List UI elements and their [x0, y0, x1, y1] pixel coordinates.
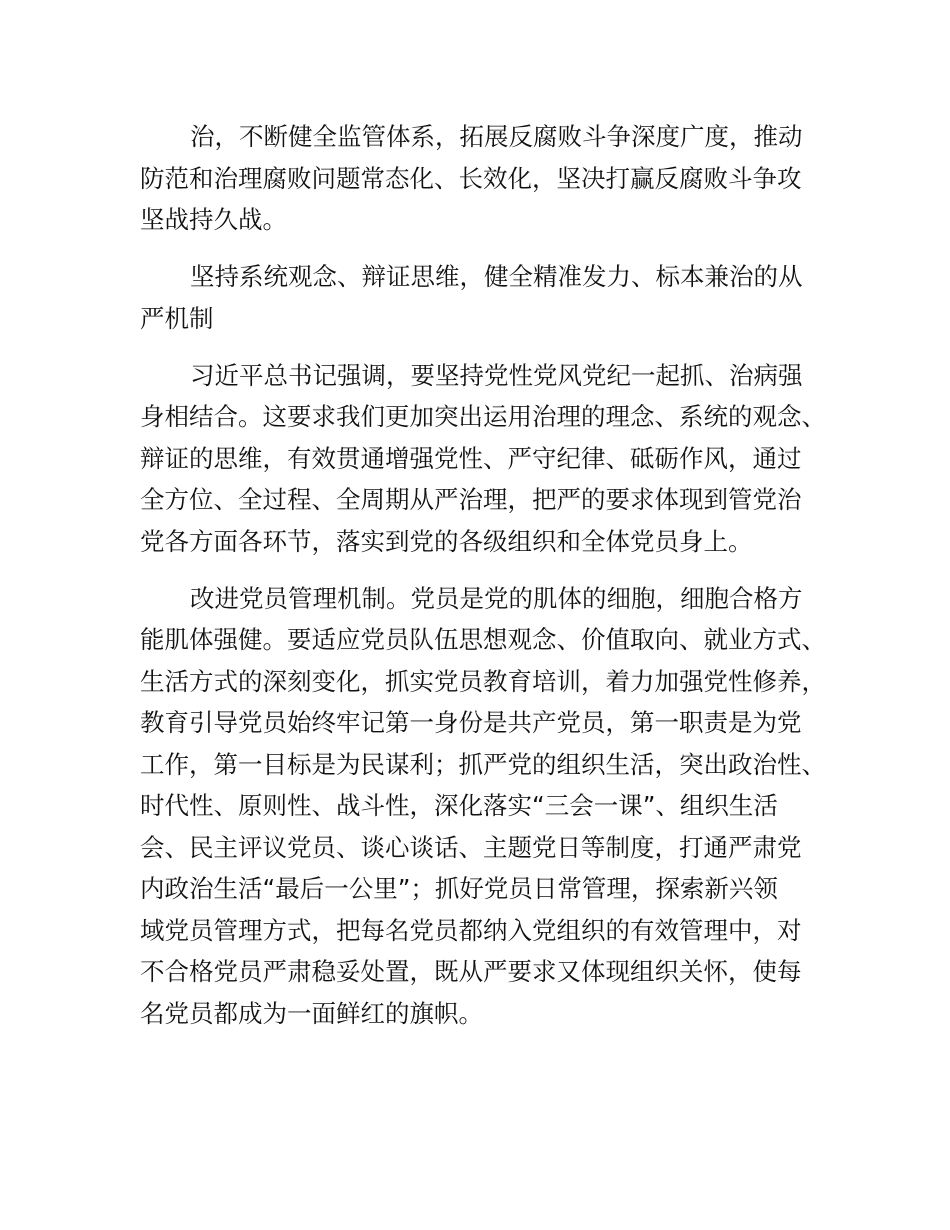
text-line: 名党员都成为一面鲜红的旗帜。	[140, 998, 483, 1028]
text-line: 身相结合。这要求我们更加突出运用治理的理念、系统的观念、	[140, 402, 826, 431]
text-line: 全方位、全过程、全周期从严治理，把严的要求体现到管党治	[140, 485, 802, 514]
text-line: 改进党员管理机制。党员是党的肌体的细胞，细胞合格方	[190, 583, 803, 613]
text-line: 党各方面各环节，落实到党的各级组织和全体党员身上。	[140, 526, 753, 556]
text-line: 防范和治理腐败问题常态化、长效化，坚决打赢反腐败斗争攻	[140, 163, 802, 193]
paragraph	[140, 578, 840, 1035]
text-line: 时代性、原则性、战斗性，深化落实“三会一课”、组织生活	[140, 791, 778, 820]
text-line: 工作，第一目标是为民谋利；抓严党的组织生活，突出政治性、	[140, 749, 826, 779]
text-line: 生活方式的深刻变化，抓实党员教育培训，着力加强党性修养，	[140, 666, 826, 696]
text-line: 治，不断健全监管体系，拓展反腐败斗争深度广度，推动	[190, 122, 803, 151]
paragraph	[140, 355, 840, 563]
text-line: 辩证的思维，有效贯通增强党性、严守纪律、砥砺作风，通过	[140, 443, 802, 473]
text-line: 内政治生活“最后一公里”；抓好党员日常管理，探索新兴领	[140, 874, 778, 903]
text-line: 坚战持久战。	[140, 205, 287, 234]
paragraph	[140, 256, 840, 339]
text-line: 教育引导党员始终牢记第一身份是共产党员，第一职责是为党	[140, 708, 802, 737]
text-line: 坚持系统观念、辩证思维，健全精准发力、标本兼治的从	[190, 262, 803, 291]
text-line: 习近平总书记强调，要坚持党性党风党纪一起抓、治病强	[190, 360, 803, 390]
text-line: 不合格党员严肃稳妥处置，既从严要求又体现组织关怀，使每	[140, 957, 802, 986]
text-line: 域党员管理方式，把每名党员都纳入党组织的有效管理中，对	[140, 915, 802, 945]
text-line: 严机制	[140, 303, 214, 333]
document-page	[140, 116, 840, 1050]
paragraph	[140, 116, 840, 241]
text-line: 能肌体强健。要适应党员队伍思想观念、价值取向、就业方式、	[140, 625, 826, 654]
text-line: 会、民主评议党员、谈心谈话、主题党日等制度，打通严肃党	[140, 832, 802, 862]
